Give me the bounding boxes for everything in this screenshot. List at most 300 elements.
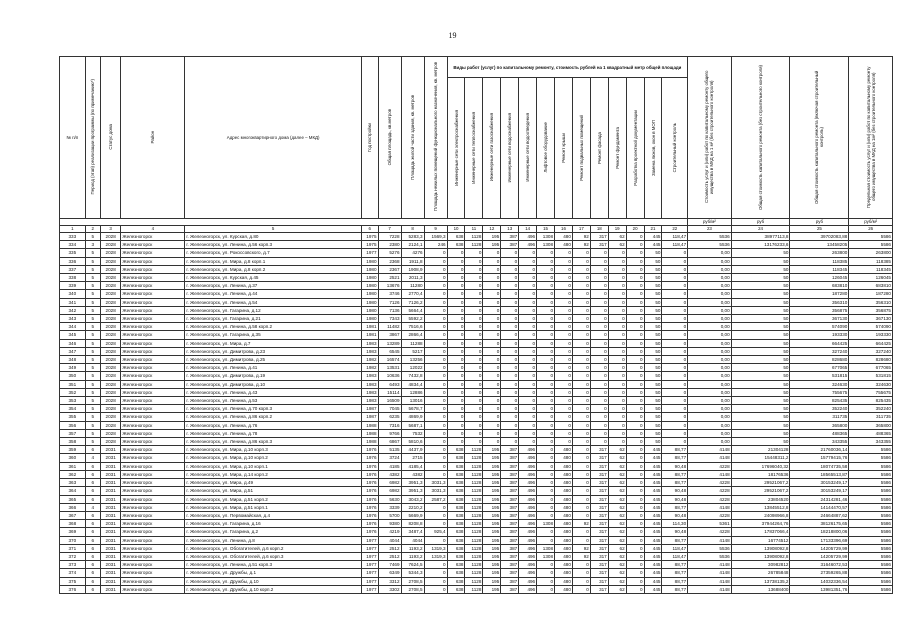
table-row [60, 331, 893, 339]
table-cell: 0 [424, 462, 447, 470]
table-cell: 0 [572, 446, 590, 454]
table-cell: 5586 [849, 233, 893, 241]
table-cell: Железногорск [121, 323, 185, 331]
table-cell: 638 [447, 241, 465, 249]
table-cell: 62 [608, 446, 626, 454]
table-cell: 0 [590, 265, 608, 273]
table-cell: 0 [537, 323, 555, 331]
table-cell: 88,77 [662, 585, 688, 593]
table-row [60, 569, 893, 577]
table-cell: 0 [590, 331, 608, 339]
table-cell: Железногорск [121, 544, 185, 552]
table-cell: 18074735,58 [790, 462, 849, 470]
table-cell: 4437,9 [401, 446, 424, 454]
table-cell: 3724 [378, 454, 401, 462]
table-cell: 0 [590, 438, 608, 446]
table-cell: Железногорск [121, 503, 185, 511]
table-row [60, 528, 893, 536]
table-cell: 114,30 [662, 520, 688, 528]
table-cell: 0 [519, 315, 537, 323]
table-cell: 1128 [465, 462, 483, 470]
table-cell: 317 [590, 233, 608, 241]
unit-cell: руб [790, 219, 849, 226]
table-cell: 0 [608, 372, 626, 380]
table-cell: Железногорск [121, 241, 185, 249]
table-cell: 339 [60, 282, 86, 290]
table-cell: 0 [483, 290, 501, 298]
table-cell: 0 [537, 421, 555, 429]
table-cell: 0 [501, 306, 519, 314]
table-cell: 496 [519, 569, 537, 577]
table-cell: 1976 [361, 470, 378, 478]
table-cell: 0 [465, 356, 483, 364]
table-cell: 5586 [849, 479, 893, 487]
table-cell: 5592,2 [401, 315, 424, 323]
table-cell: 50 [731, 380, 790, 388]
table-cell: 0 [501, 413, 519, 421]
table-cell: 445 [644, 479, 662, 487]
table-cell: 3031,3 [424, 487, 447, 495]
table-cell: 488365 [849, 429, 893, 437]
table-cell: 195 [483, 585, 501, 593]
table-cell: 1977 [361, 585, 378, 593]
table-cell: Железногорск [121, 356, 185, 364]
table-cell: 50 [644, 339, 662, 347]
table-cell: 5630 [378, 495, 401, 503]
table-cell: 31646072,53 [790, 561, 849, 569]
table-cell: 0 [555, 298, 573, 306]
table-cell: 531815 [849, 372, 893, 380]
table-cell: 6 [85, 561, 100, 569]
table-cell: 683810 [790, 282, 849, 290]
table-row [60, 495, 893, 503]
table-row [60, 421, 893, 429]
table-cell: 0 [572, 585, 590, 593]
table-row [60, 241, 893, 249]
table-cell: 531815 [790, 372, 849, 380]
table-cell: 366 [60, 503, 86, 511]
table-cell: 0 [465, 347, 483, 355]
table-cell: 638 [447, 520, 465, 528]
table-cell: 0 [572, 438, 590, 446]
table-cell: 0 [519, 364, 537, 372]
table-cell: 0 [519, 298, 537, 306]
column-number: 21 [644, 226, 662, 233]
table-cell: г. Железногорск, ул. Мира, д.10 корп.3 [185, 446, 362, 454]
table-cell: 0 [590, 364, 608, 372]
header-electric: Инженерные сети электроснабжения [447, 78, 465, 219]
table-cell: 0 [608, 339, 626, 347]
table-cell: 62 [608, 577, 626, 585]
table-cell: 50 [644, 249, 662, 257]
table-cell: 126045 [849, 274, 893, 282]
table-cell: 1983 [361, 388, 378, 396]
table-cell: 387 [501, 544, 519, 552]
table-cell: 0 [608, 429, 626, 437]
table-cell: 638 [447, 561, 465, 569]
table-cell: г. Железногорск, ул. Обогатителей, д.6 корп.2 [185, 544, 362, 552]
table-cell: 50 [644, 347, 662, 355]
table-cell: 0 [447, 331, 465, 339]
table-cell: 2031 [100, 561, 120, 569]
table-cell: 0 [501, 356, 519, 364]
table-cell: 0 [626, 233, 644, 241]
table-cell: 0 [572, 306, 590, 314]
table-cell: 62 [608, 511, 626, 519]
table-cell: 0,00 [688, 405, 731, 413]
table-cell: Железногорск [121, 479, 185, 487]
table-cell: 496 [519, 487, 537, 495]
table-cell: 0 [572, 274, 590, 282]
table-cell: 317 [590, 503, 608, 511]
table-cell: Железногорск [121, 487, 185, 495]
table-cell: 0 [424, 347, 447, 355]
table-cell: 2028 [100, 265, 120, 273]
table-cell: г. Железногорск, ул. Гагарина, д.35 [185, 331, 362, 339]
table-cell: 352 [60, 388, 86, 396]
table-cell: 0,00 [688, 397, 731, 405]
table-cell: 0 [447, 339, 465, 347]
table-cell: 50 [731, 257, 790, 265]
table-cell: 6545 [378, 347, 401, 355]
table-cell: 50 [731, 356, 790, 364]
header-total-cost-with-control: Общая стоимость капитального ремонта (включая строительный контроль) [790, 57, 849, 219]
table-cell: 50 [731, 429, 790, 437]
table-cell: 480 [555, 585, 573, 593]
table-cell: 2028 [100, 429, 120, 437]
table-cell: 5135 [378, 446, 401, 454]
table-cell: 50 [644, 388, 662, 396]
table-cell: 13176233,6 [731, 241, 790, 249]
header-gas: Инженерные сети газоснабжения [483, 78, 501, 219]
table-row [60, 364, 893, 372]
table-cell: 0 [519, 356, 537, 364]
table-body [60, 233, 893, 594]
table-cell: 0 [483, 429, 501, 437]
table-cell: 0 [465, 438, 483, 446]
table-cell: 0 [424, 397, 447, 405]
table-row [60, 347, 893, 355]
table-cell: 13908092,8 [731, 544, 790, 552]
table-cell: 3 [85, 241, 100, 249]
table-cell: 0 [424, 577, 447, 585]
table-cell: 0 [465, 388, 483, 396]
column-number: 4 [121, 226, 185, 233]
table-cell: 0 [519, 339, 537, 347]
table-cell: 338 [60, 274, 86, 282]
table-cell: 0 [483, 282, 501, 290]
table-cell: 0 [447, 249, 465, 257]
table-cell: Железногорск [121, 257, 185, 265]
header-year: Год постройки [361, 57, 378, 219]
table-cell: 317 [590, 462, 608, 470]
table-cell: 362 [60, 470, 86, 478]
table-cell: 0 [424, 405, 447, 413]
table-cell: 0 [519, 257, 537, 265]
table-cell: г. Железногорск, ул. Ленина, д.56 корп.3 [185, 241, 362, 249]
table-cell: 92 [572, 233, 590, 241]
table-cell: 62 [608, 528, 626, 536]
table-cell: 0 [501, 323, 519, 331]
table-cell: 17837066,4 [731, 528, 790, 536]
table-cell: 27359265,88 [790, 569, 849, 577]
table-cell: 0 [662, 347, 688, 355]
header-status: Статус дома [100, 57, 120, 219]
table-cell: 0 [572, 569, 590, 577]
table-cell: 14205729,99 [790, 544, 849, 552]
table-cell: 638 [447, 577, 465, 585]
table-cell: 0 [626, 265, 644, 273]
table-cell: 363 [60, 479, 86, 487]
table-cell: 195 [483, 454, 501, 462]
table-cell: 0 [537, 413, 555, 421]
table-cell: 0 [662, 429, 688, 437]
table-cell: 333 [60, 233, 86, 241]
table-cell: 5 [85, 298, 100, 306]
table-cell: 0 [572, 421, 590, 429]
table-cell: 13676 [378, 282, 401, 290]
table-cell: 0 [608, 413, 626, 421]
table-cell: 0 [537, 364, 555, 372]
table-cell: г. Железногорск, ул. Обогатителей, д.6 корп.3 [185, 552, 362, 560]
table-cell: 0 [519, 265, 537, 273]
table-cell: 2028 [100, 356, 120, 364]
table-cell: 2028 [100, 233, 120, 241]
table-cell: 0,00 [688, 331, 731, 339]
table-cell: 195 [483, 233, 501, 241]
table-cell: 50 [731, 405, 790, 413]
table-cell: 0 [424, 356, 447, 364]
column-number: 14 [519, 226, 537, 233]
table-cell: 317 [590, 552, 608, 560]
table-cell: 1982 [361, 356, 378, 364]
table-cell: 0 [572, 372, 590, 380]
table-cell: 62 [608, 552, 626, 560]
table-cell: 0 [424, 536, 447, 544]
table-cell: 16509 [378, 397, 401, 405]
table-cell: 317 [590, 561, 608, 569]
table-cell: 0 [555, 265, 573, 273]
table-cell: 62 [608, 487, 626, 495]
table-cell: 334 [60, 241, 86, 249]
table-cell: 5 [85, 331, 100, 339]
header-roof: Ремонт крыши [555, 78, 573, 219]
table-cell: 1976 [361, 462, 378, 470]
table-cell: 0 [447, 421, 465, 429]
table-cell: 5536 [688, 552, 731, 560]
table-cell: 1976 [361, 446, 378, 454]
table-cell: 387 [501, 487, 519, 495]
table-cell: 445 [644, 585, 662, 593]
table-cell: 21760036,14 [790, 446, 849, 454]
table-cell: 0 [483, 388, 501, 396]
table-cell: 6 [85, 470, 100, 478]
table-cell: 3487,4 [401, 528, 424, 536]
table-cell: 2028 [100, 438, 120, 446]
header-works-group: Виды работ (услуг) по капитальному ремонту, стоимость рублей на 1 квадратный метр общей площади [447, 57, 688, 78]
table-cell: 0 [519, 380, 537, 388]
table-cell: г. Железногорск, ул. Гагарина, д.12 [185, 306, 362, 314]
table-cell: 0 [555, 290, 573, 298]
table-cell: 351 [60, 380, 86, 388]
table-cell: 0 [519, 388, 537, 396]
table-cell: 0 [608, 298, 626, 306]
table-cell: 2210,2 [401, 503, 424, 511]
table-cell: 496 [519, 454, 537, 462]
table-cell: 0 [662, 364, 688, 372]
table-cell: 1980 [361, 265, 378, 273]
table-cell: 0 [465, 323, 483, 331]
table-cell: 195 [483, 528, 501, 536]
table-cell: 0 [662, 405, 688, 413]
table-row [60, 298, 893, 306]
table-cell: 13458205 [790, 241, 849, 249]
table-cell: 4148 [688, 561, 731, 569]
table-cell: 828680 [849, 356, 893, 364]
table-cell: 0 [424, 339, 447, 347]
table-cell: 480 [555, 487, 573, 495]
header-mop: Замена люков, окон в МОП [644, 78, 662, 219]
table-cell: 371 [60, 544, 86, 552]
table-cell: г. Железногорск, ул. Ленина, д.86 корп.2 [185, 413, 362, 421]
table-cell: 5586 [849, 511, 893, 519]
table-cell: 445 [644, 446, 662, 454]
table-cell: 638 [447, 233, 465, 241]
table-cell: 7126,2 [401, 298, 424, 306]
table-cell: 1980 [361, 306, 378, 314]
table-cell: 1319,3 [424, 544, 447, 552]
table-cell: 480 [555, 446, 573, 454]
table-cell: 480 [555, 552, 573, 560]
table-cell: 317 [590, 577, 608, 585]
table-cell: 5669,9 [401, 511, 424, 519]
table-cell: г. Железногорск, ул. Ленина, д.78 [185, 429, 362, 437]
table-cell: 0 [501, 339, 519, 347]
table-cell: 0 [626, 479, 644, 487]
table-cell: 356875 [790, 306, 849, 314]
table-cell: 0 [572, 470, 590, 478]
table-cell: 2031 [100, 528, 120, 536]
table-cell: 496 [519, 544, 537, 552]
table-cell: 0 [555, 249, 573, 257]
table-cell: 5283,3 [401, 233, 424, 241]
column-number: 23 [688, 226, 731, 233]
table-cell: 337 [60, 265, 86, 273]
table-cell: 0 [447, 397, 465, 405]
table-cell: 195 [483, 495, 501, 503]
table-cell: 683810 [849, 282, 893, 290]
table-cell: 317 [590, 495, 608, 503]
table-cell: 2028 [100, 298, 120, 306]
table-cell: 6349 [378, 569, 401, 577]
table-cell: 92 [572, 552, 590, 560]
table-cell: 0 [447, 323, 465, 331]
table-cell: 480 [555, 577, 573, 585]
table-cell: 480 [555, 241, 573, 249]
table-cell: 2028 [100, 339, 120, 347]
table-cell: 2028 [100, 274, 120, 282]
table-cell: 0 [424, 454, 447, 462]
header-total-area: Общая площадь, кв.метров [378, 57, 401, 219]
table-cell: 50 [644, 274, 662, 282]
table-cell: 13531 [378, 364, 401, 372]
table-cell: 0 [537, 306, 555, 314]
table-cell: 4228 [688, 495, 731, 503]
table-cell: 445 [644, 495, 662, 503]
table-cell: 50 [644, 421, 662, 429]
table-cell: Железногорск [121, 528, 185, 536]
table-cell: 0 [465, 257, 483, 265]
table-cell: 7136 [378, 306, 401, 314]
table-cell: 638 [447, 511, 465, 519]
table-cell: 335 [60, 249, 86, 257]
table-cell: 0 [501, 257, 519, 265]
table-cell: 0 [465, 249, 483, 257]
header-row-number: № п/п [60, 57, 86, 219]
header-water: Инженерные сети водоснабжения [501, 78, 519, 219]
table-cell: 18218800,06 [790, 528, 849, 536]
table-cell: 0 [537, 479, 555, 487]
table-cell: 4228 [688, 479, 731, 487]
table-cell: 0 [537, 429, 555, 437]
table-cell: 2031 [100, 454, 120, 462]
table-cell: 0 [590, 274, 608, 282]
table-cell: 187280 [849, 290, 893, 298]
table-cell: 0 [537, 536, 555, 544]
table-cell: 0 [424, 438, 447, 446]
table-cell: 7532 [401, 429, 424, 437]
table-cell: 0 [626, 323, 644, 331]
table-cell: 0 [626, 372, 644, 380]
table-cell: 62 [608, 520, 626, 528]
table-cell: 638 [447, 495, 465, 503]
table-cell: Железногорск [121, 446, 185, 454]
table-cell: 387 [501, 241, 519, 249]
table-cell: 50 [731, 274, 790, 282]
table-cell: 246 [424, 241, 447, 249]
table-row [60, 397, 893, 405]
table-row [60, 339, 893, 347]
table-cell: 90,48 [662, 462, 688, 470]
table-cell: 3867 [378, 331, 401, 339]
table-cell: 118345 [790, 265, 849, 273]
table-cell: 4219 [378, 528, 401, 536]
table-cell: 1308 [537, 552, 555, 560]
table-cell: 3951,3 [401, 479, 424, 487]
table-cell: 0 [483, 315, 501, 323]
table-cell: 2031 [100, 552, 120, 560]
table-cell: 17133396,69 [790, 536, 849, 544]
table-cell: 50 [731, 421, 790, 429]
table-cell: 0 [555, 413, 573, 421]
table-cell: 5 [85, 388, 100, 396]
table-cell: 1976 [361, 479, 378, 487]
table-cell: 0,00 [688, 265, 731, 273]
table-cell: 0 [447, 274, 465, 282]
table-cell: 1980 [361, 315, 378, 323]
table-cell: Железногорск [121, 306, 185, 314]
table-cell: 0 [555, 339, 573, 347]
table-cell: Железногорск [121, 347, 185, 355]
table-cell: 6 [85, 479, 100, 487]
table-cell: 195 [483, 241, 501, 249]
header-sewer: Инженерные сети водоотведения [519, 78, 537, 219]
table-cell: 6 [85, 577, 100, 585]
table-cell: 0 [590, 397, 608, 405]
table-cell: 8208,8 [401, 520, 424, 528]
table-cell: 0 [572, 561, 590, 569]
table-cell: 0,00 [688, 323, 731, 331]
